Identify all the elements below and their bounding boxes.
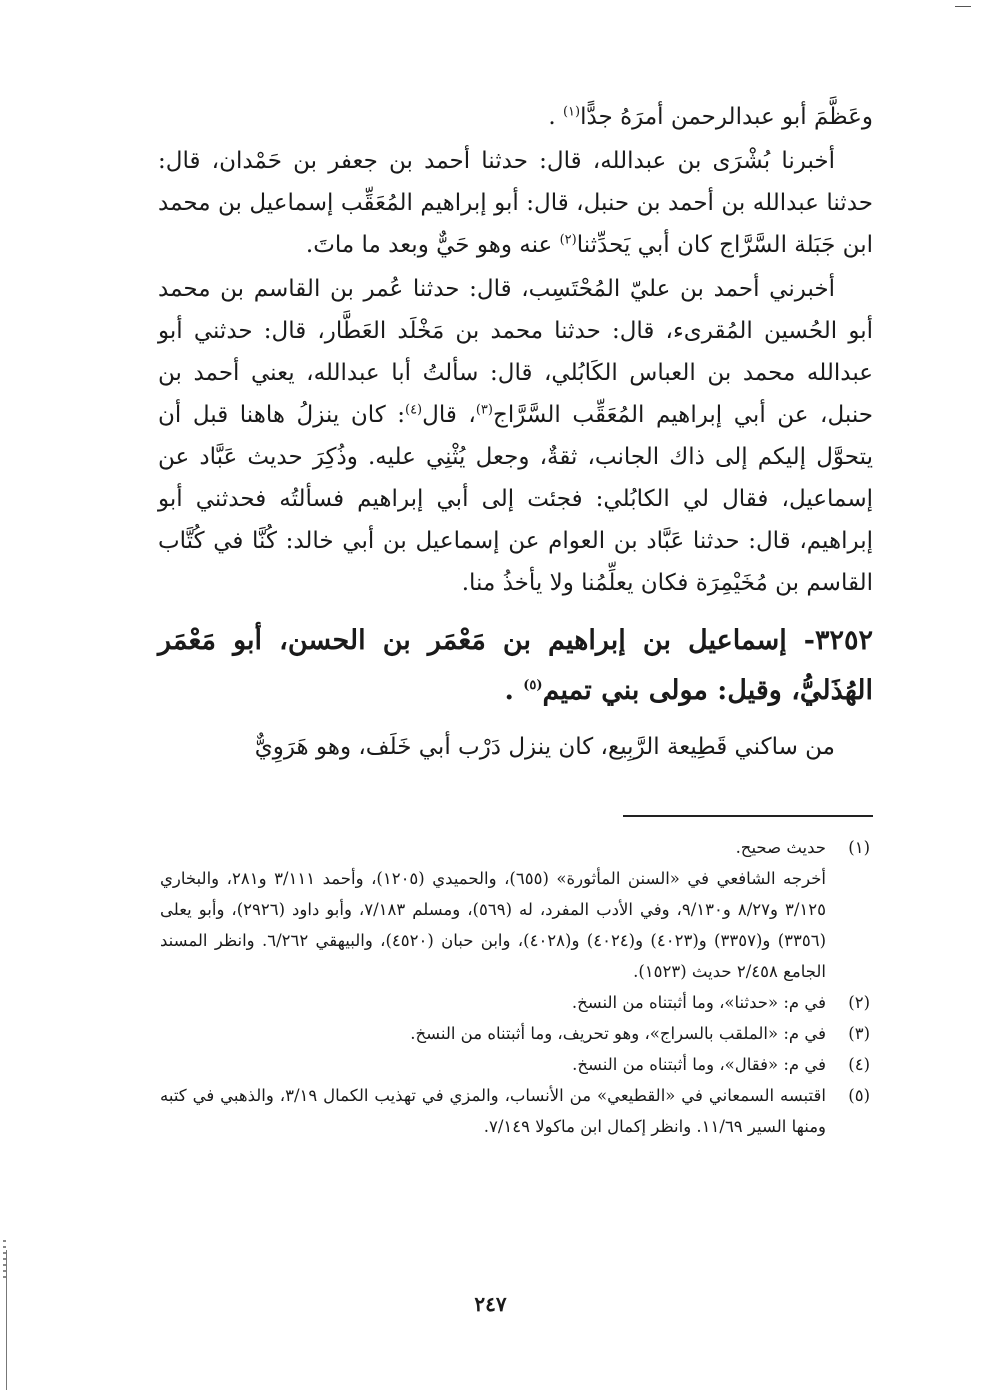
footnote-4 [160,1049,870,1080]
footnote-line: اقتبسه السمعاني في «القطيعي» من الأنساب، والمزي في تهذيب الكمال ٣/١٩، والذهبي في كتبه ومنها السير ١١/٦٩. وانظر إكمال ابن ماكولا ٧/١٤٩. [160,1086,826,1136]
footnote-line: في م: «فقال»، وما أثبتناه من النسخ. [572,1055,826,1074]
footnote-line: أخرجه الشافعي في «السنن المأثورة» (٦٥٥)، والحميدي (١٢٠٥)، وأحمد ٣/١١١ و٢٨١، والبخاري ٣/١٢٥ و٨/٢٧ و٩/١٣٠، وفي الأدب المفرد، له (٥٦٩)، ومسلم ٧/١٨٣، وأبو داود (٢٩٢٦)، وأبو يعلى (٣٣٥٦) و(٣٣٥٧) و(٤٠٢٣) و(٤٠٢٤) و(٤٠٢٨)، وابن حبان (٤٥٢٠)، والبيهقي ٦/٢٦٢. وانظر المسند الجامع ٢/٤٥٨ حديث (١٥٢٣). [160,869,827,981]
footnote-number: (٣) [848,1024,870,1043]
footnote-body [160,987,826,1018]
footnote-3 [160,1018,870,1049]
footnote-line: حديث صحيح. [735,838,826,857]
footnote-ref-5: (٥) [523,678,543,693]
footnote-ref-3: (٣) [475,402,493,418]
footnote-separator [623,815,873,817]
main-text [158,96,873,770]
paragraph-1-text: وعَظَّمَ أبو عبدالرحمن أمرَهُ جدًّا [580,104,873,130]
page-number: ٢٤٧ [474,1292,507,1316]
scan-edge-line [6,1250,7,1390]
paragraph-1-tail: . [548,104,563,130]
footnote-number: (٥) [848,1086,870,1105]
paragraph-3-text: أخبرني أحمد بن عليّ المُحْتَسِب، قال: حدثنا عُمر بن القاسم بن محمد أبو الحُسين المُقرىء، قال: حدثنا محمد بن مَخْلَد العَطَّار، قال: حدثني أبو عبدالله محمد بن العباس الكَابُلي، قال: سألتُ أبا عبدالله، يعني أحمد بن حنبل، عن أبي إبراهيم المُعَقِّب السَّرَّاج [158,276,873,428]
footnote-body [160,1080,826,1142]
paragraph-2 [158,140,873,266]
footnote-body [160,1018,826,1049]
scan-corner-mark [955,6,971,7]
entry-heading-text: ٣٢٥٢- إسماعيل بن إبراهيم بن مَعْمَر بن الحسن، أبو مَعْمَر الهُذَليُّ، وقيل: مولى بني تميم [158,625,873,706]
entry-heading [158,616,873,716]
entry-heading-tail: . [504,675,524,706]
footnote-number: (٤) [848,1055,870,1074]
footnote-body [160,832,826,987]
paragraph-2-tail: عنه وهو حَيٌّ وبعد ما ماتَ. [305,232,560,258]
footnote-ref-1: (١) [562,104,581,120]
footnote-1 [160,832,870,987]
paragraph-3-mid: ، قال [422,402,476,428]
footnote-line: في م: «الملقب بالسراج»، وهو تحريف، وما أثبتناه من النسخ. [410,1024,826,1043]
paragraph-3 [158,268,873,604]
footnote-number: (١) [848,838,870,857]
footnote-ref-2: (٢) [559,232,577,248]
footnotes [160,832,870,1142]
paragraph-1 [158,96,873,138]
footnote-number: (٢) [848,993,870,1012]
paragraph-3-tail: : كان ينزلُ هاهنا قبل أن يتحوَّل إليكم إلى ذاك الجانب، ثقةٌ، وجعل يُثْنِي عليه. وذُكِرَ حديث عَبَّاد عن إسماعيل، فقال لي الكابُلي: فجئت إلى أبي إبراهيم فسألتُه فحدثني أبو إبراهيم، قال: حدثنا عَبَّاد بن العوام عن إسماعيل بن أبي خالد: كُنَّا في كُتَّاب القاسم بن مُخَيْمِرَة فكان يعلِّمُنا ولا يأخذُ منا. [158,402,873,596]
footnote-2 [160,987,870,1018]
paragraph-4: من ساكني قَطِيعة الرَّبِيع، كان ينزل دَرْب أبي خَلَف، وهو هَرَوِيٌّ [254,734,835,760]
footnote-body [160,1049,826,1080]
footnote-5 [160,1080,870,1142]
footnote-ref-4: (٤) [404,402,423,418]
paragraph-2-text: أخبرنا بُشْرَى بن عبدالله، قال: حدثنا أحمد بن جعفر بن حَمْدان، قال: حدثنا عبدالله بن أحمد بن حنبل، قال: أبو إبراهيم المُعَقِّب إسماعيل بن محمد ابن جَبَلة السَّرَّاج كان أبي يَحدِّثنا [158,148,873,258]
footnote-line: في م: «حدثنا»، وما أثبتناه من النسخ. [571,993,826,1012]
